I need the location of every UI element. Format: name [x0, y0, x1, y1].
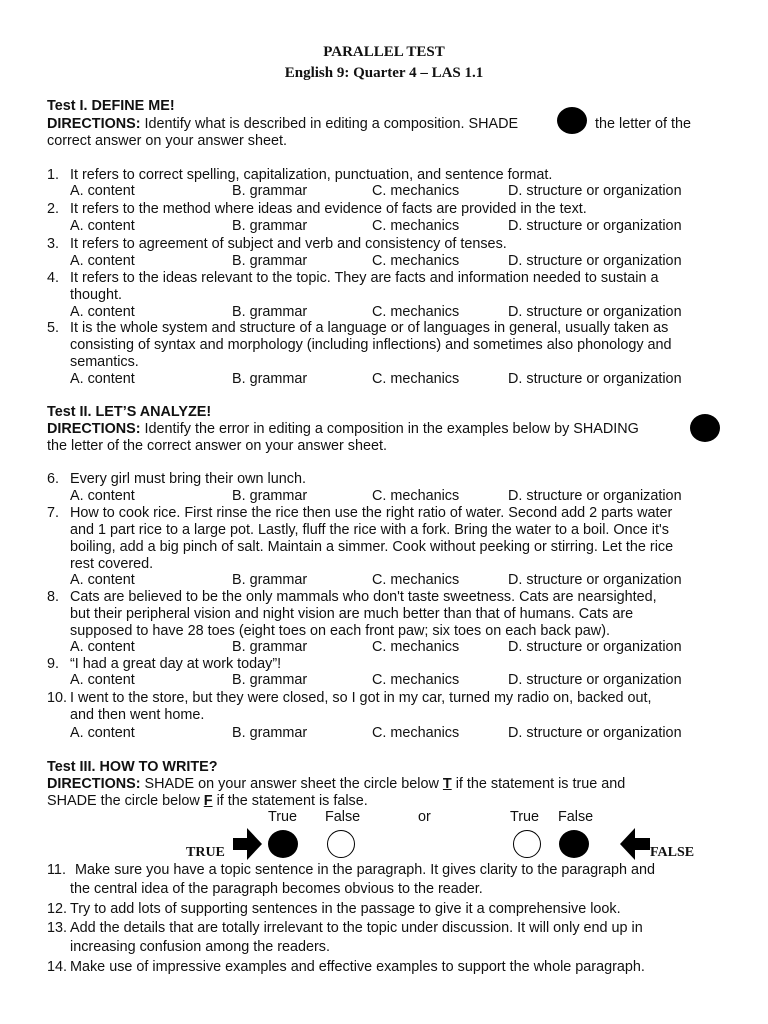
choice-a: A. content: [70, 672, 135, 688]
question-text: rest covered.: [70, 556, 154, 572]
choice-b: B. grammar: [232, 488, 308, 504]
choice-b: B. grammar: [232, 304, 308, 320]
directions-text: SHADE on your answer sheet the circle below: [144, 776, 439, 792]
question-number: 8.: [47, 589, 60, 605]
choice-d: D. structure or organization: [508, 725, 682, 741]
question-text: semantics.: [70, 354, 139, 370]
filled-circle-false-icon: [559, 830, 589, 858]
directions-text: SHADE the circle below: [47, 793, 200, 809]
empty-circle-false-icon: [327, 830, 355, 858]
question-number: 9.: [47, 656, 60, 672]
question-text: but their peripheral vision and night vision are much better than that of humans. Cats are: [70, 606, 634, 622]
test1-heading: Test I. DEFINE ME!: [47, 98, 175, 114]
choice-d: D. structure or organization: [508, 253, 682, 269]
directions-text: if the statement is true and: [455, 776, 626, 792]
question-number: 12.: [47, 901, 68, 917]
choice-b: B. grammar: [232, 371, 308, 387]
question-text: Add the details that are totally irrelevant to the topic under discussion. It will only end up in: [70, 920, 643, 936]
question-text: consisting of syntax and morphology (including inflections) and sometimes also phonology and: [70, 337, 672, 353]
question-text: Make sure you have a topic sentence in the paragraph. It gives clarity to the paragraph and: [75, 862, 655, 878]
shade-example-icon: [690, 414, 720, 442]
choice-c: C. mechanics: [372, 639, 460, 655]
directions-text-cont: correct answer on your answer sheet.: [47, 133, 287, 149]
choice-b: B. grammar: [232, 639, 308, 655]
choice-c: C. mechanics: [372, 218, 460, 234]
choice-d: D. structure or organization: [508, 371, 682, 387]
choice-d: D. structure or organization: [508, 639, 682, 655]
directions-label: DIRECTIONS:: [47, 421, 141, 437]
question-number: 3.: [47, 236, 60, 252]
question-number: 11.: [47, 862, 66, 878]
test2-heading: Test II. LET’S ANALYZE!: [47, 404, 212, 420]
question-number: 1.: [47, 167, 60, 183]
legend-true-col: True: [510, 809, 540, 825]
question-text: the central idea of the paragraph becomes obvious to the reader.: [70, 881, 483, 897]
filled-circle-true-icon: [268, 830, 298, 858]
question-text: It is the whole system and structure of a language or of languages in general, usually taken as: [70, 320, 669, 336]
question-text: and 1 part rice to a large pot. Lastly, fluff the rice with a fork. Bring the water to a boil. Once it's: [70, 522, 669, 538]
choice-a: A. content: [70, 725, 135, 741]
choice-b: B. grammar: [232, 253, 308, 269]
legend-false-col: False: [558, 809, 594, 825]
choice-c: C. mechanics: [372, 304, 460, 320]
test1-directions: [47, 116, 518, 132]
question-number: 14.: [47, 959, 68, 975]
arrow-right-icon: [233, 828, 263, 860]
page-title: PARALLEL TEST: [323, 44, 445, 60]
question-text: It refers to the method where ideas and evidence of facts are provided in the text.: [70, 201, 587, 217]
choice-a: A. content: [70, 253, 135, 269]
question-number: 5.: [47, 320, 60, 336]
choice-c: C. mechanics: [372, 371, 460, 387]
test3-heading: Test III. HOW TO WRITE?: [47, 759, 218, 775]
directions-text-cont: the letter of the correct answer on your answer sheet.: [47, 438, 387, 454]
empty-circle-true-icon: [513, 830, 541, 858]
choice-c: C. mechanics: [372, 253, 460, 269]
question-text: and then went home.: [70, 707, 205, 723]
question-text: Every girl must bring their own lunch.: [70, 471, 306, 487]
choice-b: B. grammar: [232, 672, 308, 688]
question-text: I went to the store, but they were closed, so I got in my car, turned my radio on, backed out,: [70, 690, 652, 706]
choice-b: B. grammar: [232, 572, 308, 588]
question-number: 4.: [47, 270, 60, 286]
directions-text: Identify what is described in editing a composition. SHADE: [144, 116, 519, 132]
choice-c: C. mechanics: [372, 488, 460, 504]
question-text: “I had a great day at work today”!: [70, 656, 282, 672]
question-text: It refers to correct spelling, capitalization, punctuation, and sentence format.: [70, 167, 553, 183]
choice-d: D. structure or organization: [508, 304, 682, 320]
question-text: boiling, add a big pinch of salt. Maintain a simmer. Cook without peeking or stirring. Let the rice: [70, 539, 674, 555]
legend-false-col: False: [325, 809, 361, 825]
directions-f: F: [203, 793, 213, 809]
page-subtitle: English 9: Quarter 4 – LAS 1.1: [284, 65, 484, 81]
choice-a: A. content: [70, 488, 135, 504]
choice-d: D. structure or organization: [508, 488, 682, 504]
choice-d: D. structure or organization: [508, 218, 682, 234]
choice-c: C. mechanics: [372, 725, 460, 741]
question-text: Make use of impressive examples and effective examples to support the whole paragraph.: [70, 959, 645, 975]
question-text: How to cook rice. First rinse the rice then use the right ratio of water. Second add 2 parts water: [70, 505, 673, 521]
test3-directions-cont: [47, 793, 368, 809]
directions-text: Identify the error in editing a composition in the examples below by SHADING: [144, 421, 639, 437]
legend-true-col: True: [268, 809, 298, 825]
arrow-left-icon: [620, 828, 650, 860]
choice-b: B. grammar: [232, 725, 308, 741]
choice-a: A. content: [70, 304, 135, 320]
question-number: 7.: [47, 505, 60, 521]
choice-a: A. content: [70, 371, 135, 387]
test3-directions: [47, 776, 625, 792]
choice-d: D. structure or organization: [508, 572, 682, 588]
choice-a: A. content: [70, 218, 135, 234]
question-number: 13.: [47, 920, 68, 936]
choice-a: A. content: [70, 572, 135, 588]
question-number: 10.: [47, 690, 68, 706]
question-text: increasing confusion among the readers.: [70, 939, 330, 955]
question-text: supposed to have 28 toes (eight toes on each front paw; six toes on each back paw).: [70, 623, 610, 639]
choice-d: D. structure or organization: [508, 672, 682, 688]
true-label: TRUE: [186, 845, 225, 860]
directions-label: DIRECTIONS:: [47, 776, 141, 792]
test2-directions: [47, 421, 639, 437]
legend-or: or: [418, 809, 431, 825]
choice-b: B. grammar: [232, 183, 308, 199]
choice-c: C. mechanics: [372, 572, 460, 588]
question-text: Try to add lots of supporting sentences in the passage to give it a comprehensive look.: [70, 901, 621, 917]
choice-c: C. mechanics: [372, 672, 460, 688]
question-number: 2.: [47, 201, 60, 217]
question-number: 6.: [47, 471, 60, 487]
false-label: FALSE: [650, 845, 695, 860]
choice-d: D. structure or organization: [508, 183, 682, 199]
directions-t: T: [442, 776, 452, 792]
directions-text: if the statement is false.: [216, 793, 368, 809]
question-text: It refers to the ideas relevant to the topic. They are facts and information needed to sustain a: [70, 270, 659, 286]
directions-text-cont: the letter of the: [595, 116, 691, 132]
choice-a: A. content: [70, 183, 135, 199]
shade-example-icon: [557, 107, 587, 134]
choice-c: C. mechanics: [372, 183, 460, 199]
directions-label: DIRECTIONS:: [47, 116, 141, 132]
question-text: Cats are believed to be the only mammals who don't taste sweetness. Cats are nearsighted,: [70, 589, 657, 605]
choice-b: B. grammar: [232, 218, 308, 234]
question-text: thought.: [70, 287, 123, 303]
choice-a: A. content: [70, 639, 135, 655]
question-text: It refers to agreement of subject and verb and consistency of tenses.: [70, 236, 507, 252]
